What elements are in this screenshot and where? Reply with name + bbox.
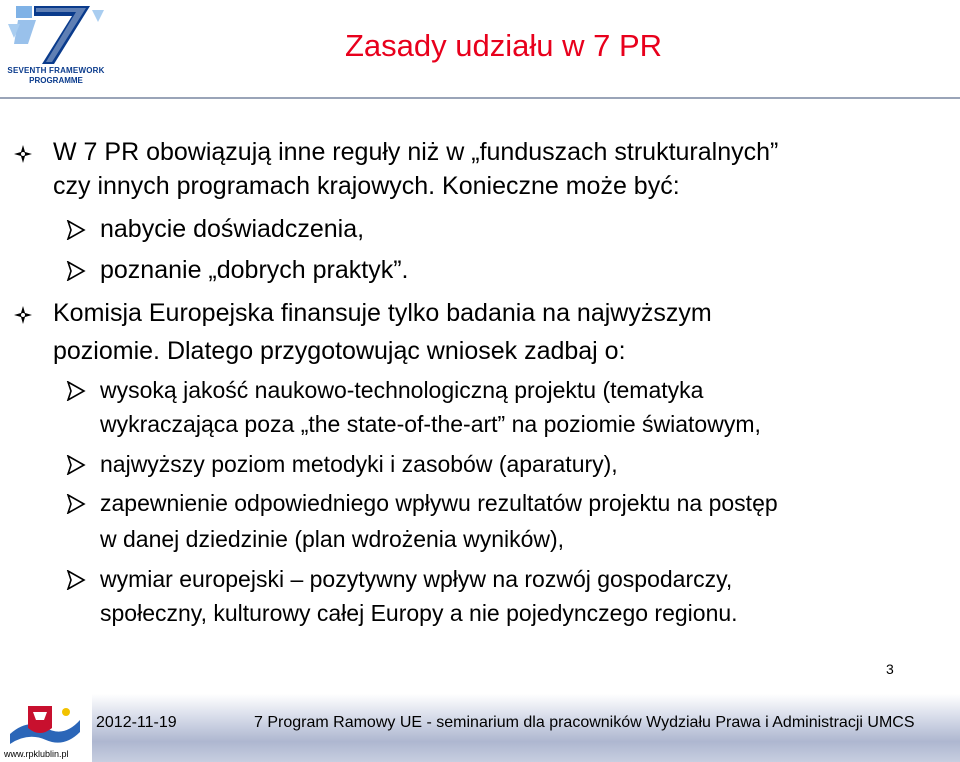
sub-item-quality-line-1: wysoką jakość naukowo-technologiczną projektu (tematyka xyxy=(100,377,704,403)
diamond-bullet-icon xyxy=(14,306,32,324)
sub-item-impact-line-1: zapewnienie odpowiedniego wpływu rezultatów projektu na postęp xyxy=(100,490,778,516)
fp7-logo xyxy=(6,4,106,86)
arrow-bullet-icon xyxy=(66,261,86,281)
footer-date: 2012-11-19 xyxy=(96,714,177,731)
bullet-2-line-1: Komisja Europejska finansuje tylko badania na najwyższym xyxy=(53,299,712,327)
title-divider xyxy=(0,97,960,99)
page-number: 3 xyxy=(886,661,894,677)
arrow-bullet-icon xyxy=(66,381,86,401)
lublin-emblem-icon xyxy=(6,698,84,750)
lublin-logo-url: www.rpklublin.pl xyxy=(4,749,69,759)
sub-item-european-line-2: społeczny, kulturowy całej Europy a nie pojedynczego regionu. xyxy=(100,600,738,626)
bullet-1-line-1: W 7 PR obowiązują inne reguły niż w „funduszach strukturalnych” xyxy=(53,138,779,166)
footer-text: 7 Program Ramowy UE - seminarium dla pracowników Wydziału Prawa i Administracji UMCS xyxy=(254,714,915,731)
arrow-bullet-icon xyxy=(66,570,86,590)
fp7-emblem-icon xyxy=(6,4,106,66)
bullet-2-line-2: poziomie. Dlatego przygotowując wniosek zadbaj o: xyxy=(53,337,626,365)
lublin-logo xyxy=(6,698,84,754)
sub-item-methodology: najwyższy poziom metodyki i zasobów (aparatury), xyxy=(100,451,618,477)
sub-item-experience: nabycie doświadczenia, xyxy=(100,215,365,243)
arrow-bullet-icon xyxy=(66,220,86,240)
fp7-logo-line2: PROGRAMME xyxy=(29,76,83,85)
arrow-bullet-icon xyxy=(66,455,86,475)
sub-item-impact-line-2: w danej dziedzinie (plan wdrożenia wyników), xyxy=(100,526,565,552)
bullet-1-line-2: czy innych programach krajowych. Konieczne może być: xyxy=(53,172,680,200)
sub-item-quality-line-2: wykraczająca poza „the state-of-the-art” na poziomie światowym, xyxy=(100,411,761,437)
sub-item-good-practices: poznanie „dobrych praktyk”. xyxy=(100,256,409,284)
slide-title: Zasady udziału w 7 PR xyxy=(345,28,663,63)
fp7-logo-line1: SEVENTH FRAMEWORK xyxy=(7,66,105,75)
arrow-bullet-icon xyxy=(66,494,86,514)
sub-item-european-line-1: wymiar europejski – pozytywny wpływ na rozwój gospodarczy, xyxy=(100,566,733,592)
diamond-bullet-icon xyxy=(14,145,32,163)
